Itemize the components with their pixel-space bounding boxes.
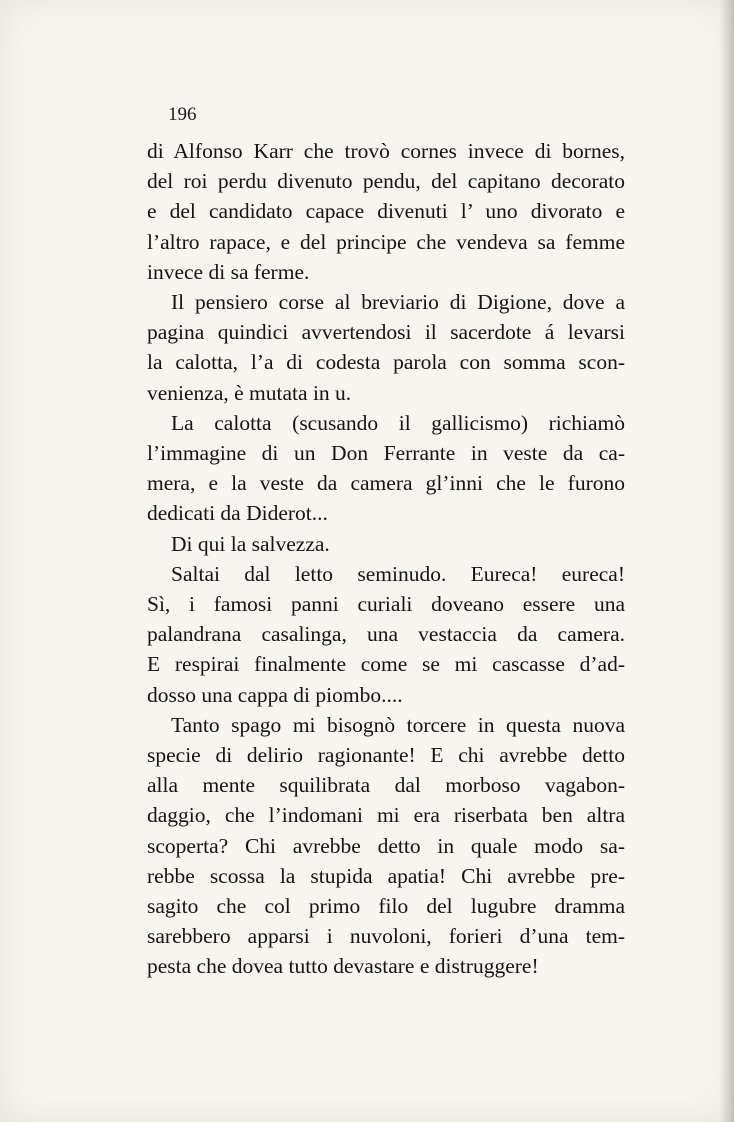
text-line: mera, e la veste da camera gl’inni che le furono — [147, 471, 625, 496]
text-line: scoperta? Chi avrebbe detto in quale modo sa- — [147, 833, 625, 858]
text-line: dosso una cappa di piombo.... — [147, 682, 403, 707]
page-edge-shadow — [720, 0, 734, 1122]
text-line: l’immagine di un Don Ferrante in veste da ca- — [147, 441, 625, 466]
text-line: pagina quindici avvertendosi il sacerdote á levarsi — [147, 320, 625, 345]
text-line: e del candidato capace divenuti l’ uno divorato e — [147, 199, 625, 224]
text-line: Sì, i famosi panni curiali doveano essere una — [147, 592, 625, 617]
text-line: pesta che dovea tutto devastare e distruggere! — [147, 954, 539, 979]
text-line: specie di delirio ragionante! E chi avrebbe detto — [147, 743, 625, 768]
text-line: La calotta (scusando il gallicismo) richiamò — [171, 410, 625, 435]
text-line: Tanto spago mi bisognò torcere in questa nuova — [171, 712, 625, 737]
text-line: palandrana casalinga, una vestaccia da camera. — [147, 622, 625, 647]
text-line: dedicati da Diderot... — [147, 501, 328, 526]
text-line: invece di sa ferme. — [147, 259, 310, 284]
text-line: rebbe scossa la stupida apatia! Chi avrebbe pre- — [147, 863, 625, 888]
text-line: l’altro rapace, e del principe che vendeva sa femme — [147, 229, 625, 254]
text-line: sagito che col primo filo del lugubre dramma — [147, 894, 625, 919]
page-number: 196 — [168, 104, 197, 125]
text-line: del roi perdu divenuto pendu, del capitano decorato — [147, 169, 625, 194]
text-line: sarebbero apparsi i nuvoloni, forieri d’una tem- — [147, 924, 625, 949]
text-line: Di qui la salvezza. — [171, 531, 330, 556]
text-line: la calotta, l’a di codesta parola con somma scon- — [147, 350, 625, 375]
text-line: Il pensiero corse al breviario di Digione, dove a — [171, 290, 625, 315]
text-line: alla mente squilibrata dal morboso vagabon- — [147, 773, 625, 798]
text-line: Saltai dal letto seminudo. Eureca! eureca! — [171, 561, 625, 586]
body-text — [147, 136, 625, 982]
text-line: E respirai finalmente come se mi cascasse d’ad- — [147, 652, 625, 677]
text-line: venienza, è mutata in u. — [147, 380, 352, 405]
text-line: di Alfonso Karr che trovò cornes invece di bornes, — [147, 139, 625, 163]
text-line: daggio, che l’indomani mi era riserbata ben altra — [147, 803, 625, 828]
